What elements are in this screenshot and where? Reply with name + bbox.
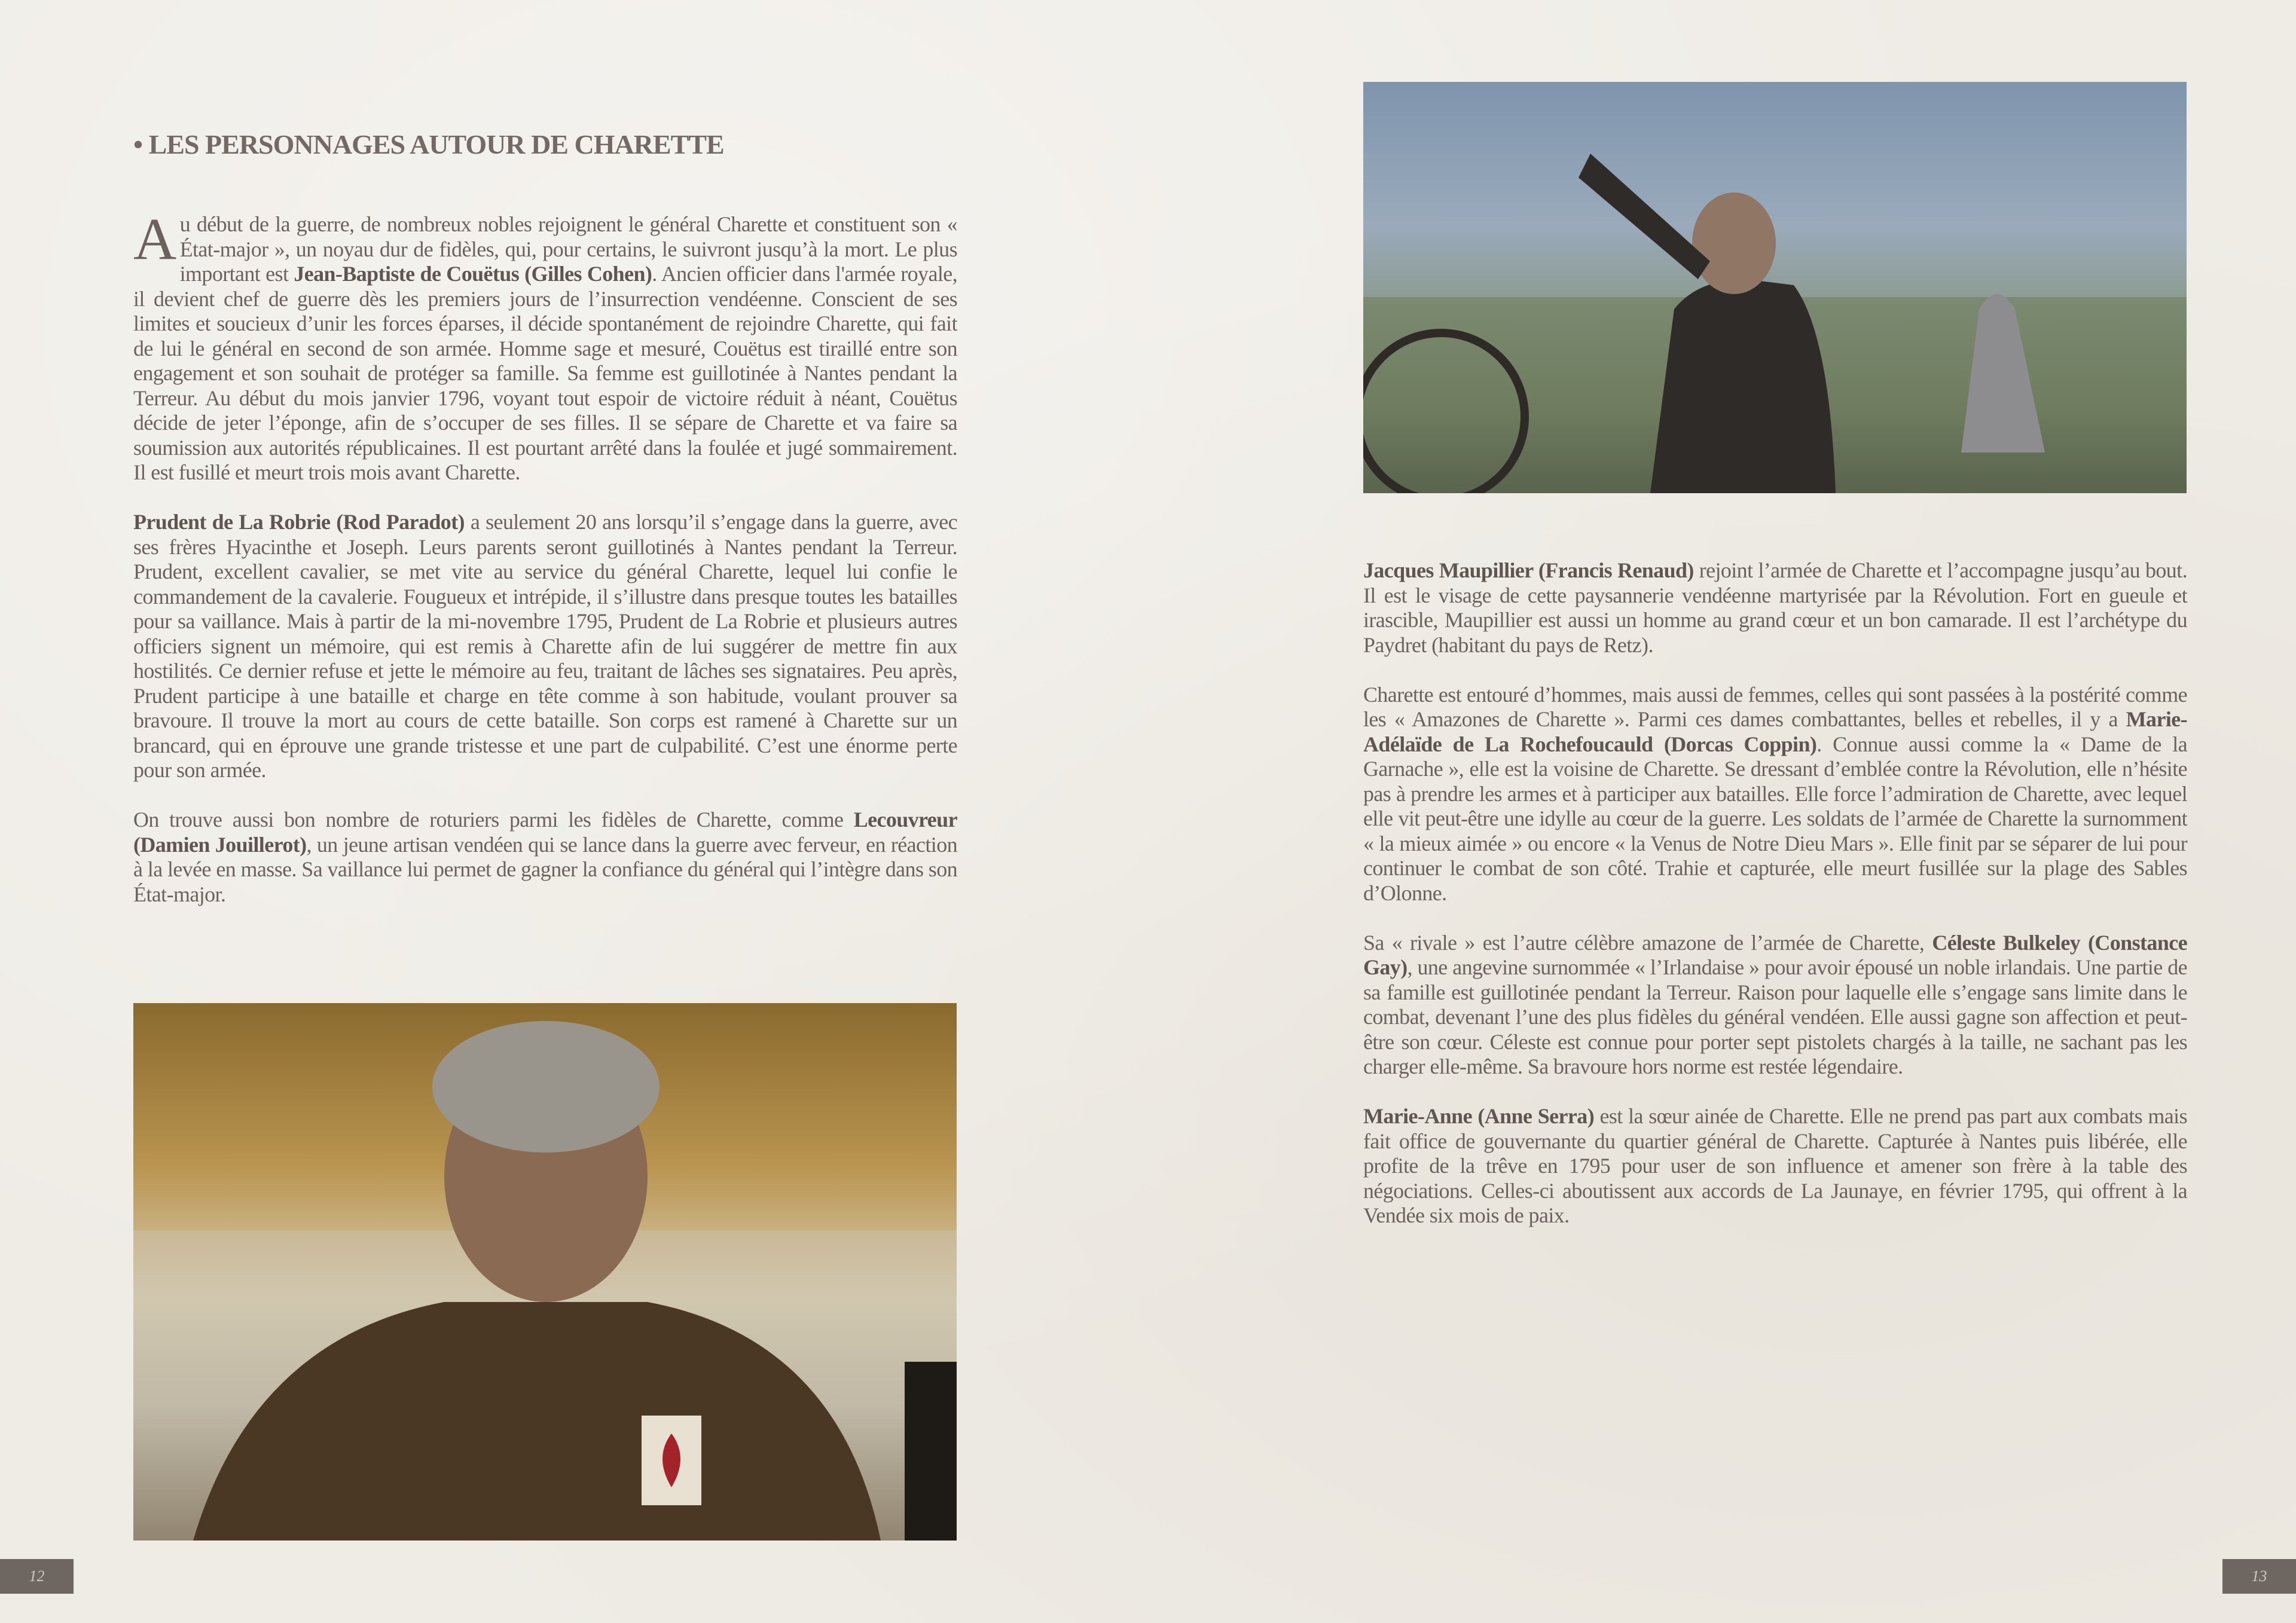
drop-cap: A	[133, 206, 176, 272]
left-column	[133, 206, 957, 932]
text: est la sœur ainée de Charette. Elle ne prend pas part aux combats mais fait office de gouvernante du quartier général de Charette. Capturée à Nantes puis libérée, elle profite de la trêve en 1795 pour user de son influence et amener son frère à la table des négociations. Celles-ci aboutissent aux accords de La Jaunaye, en février 1795, qui offrent à la Vendée six mois de paix.	[1363, 1104, 2187, 1227]
character-name: Céleste Bulkeley (Constance Gay)	[1363, 930, 2188, 979]
paragraph-lecouvreur	[133, 808, 957, 907]
character-name: Prudent de La Robrie (Rod Paradot)	[133, 510, 465, 534]
character-name: Marie-Anne (Anne Serra)	[1363, 1104, 1595, 1128]
text: , un jeune artisan vendéen qui se lance dans la guerre avec ferveur, en réaction à la levée en masse. Sa vaillance lui permet de gagner la confiance du général qui l’intègre dans son État-major.	[133, 832, 957, 906]
text: rejoint l’armée de Charette et l’accompagne jusqu’au bout. Il est le visage de cette paysannerie vendéenne martyrisée par la Révolution. Fort en gueule et irascible, Maupillier est aussi un homme au grand cœur et un bon camarade. Il est l’archétype du Paydret (habitant du pays de Retz).	[1363, 558, 2187, 657]
right-column	[1363, 558, 2187, 1253]
page-number-right: 13	[2222, 1559, 2296, 1594]
photo-man-portrait	[133, 1003, 957, 1541]
character-name: Lecouvreur (Damien Jouillerot)	[133, 808, 957, 857]
character-name: Jacques Maupillier (Francis Renaud)	[1363, 558, 1694, 582]
portrait-illustration	[133, 1003, 957, 1541]
paragraph-bulkeley	[1363, 931, 2187, 1080]
page-number-left: 12	[0, 1559, 74, 1594]
text: . Ancien officier dans l'armée royale, il devient chef de guerre dès les premiers jours de l’insurrection vendéenne. Conscient de ses limites et soucieux d’unir les forces éparses, il décide spontanément de rejoindre Charette, qui fait de lui le général en second de son armée. Homme sage et mesuré, Couëtus est tiraillé entre son engagement et son souhait de protéger sa famille. Sa femme est guillotinée à Nantes pendant la Terreur. Au début du mois janvier 1796, voyant tout espoir de victoire réduit à néant, Couëtus décide de jeter l’éponge, afin de s’occuper de ses filles. Il se sépare de Charette et va faire sa soumission aux autorités républicaines. Il est pourtant arrêté dans la foulée et jugé sommairement. Il est fusillé et meurt trois mois avant Charette.	[133, 262, 957, 484]
paragraph-rochefoucauld	[1363, 683, 2187, 906]
text: Charette est entouré d’hommes, mais aussi de femmes, celles qui sont passées à la postérité comme les « Amazones de Charette ». Parmi ces dames combattantes, belles et rebelles, il y a	[1363, 682, 2187, 731]
text: . Connue aussi comme la « Dame de la Garnache », elle est la voisine de Charette. Se dressant d’emblée contre la Révolution, elle n’hésite pas à prendre les armes et à participer aux batailles. Elle force l’admiration de Charette, avec lequel elle vit peut-être une idylle au cœur de la guerre. Les soldats de l’armée de Charette la surnomment « la mieux aimée » ou encore « la Venus de Notre Dieu Mars ». Elle finit par se séparer de lui pour continuer le combat de son côté. Trahie et capturée, elle meurt fusillée sur la plage des Sables d’Olonne.	[1363, 732, 2188, 905]
section-heading: • LES PERSONNAGES AUTOUR DE CHARETTE	[133, 129, 724, 160]
paragraph-couetus	[133, 206, 957, 485]
photo-battle-scene	[1363, 82, 2187, 493]
battle-illustration	[1363, 82, 2187, 493]
character-name: Jean-Baptiste de Couëtus (Gilles Cohen)	[294, 262, 652, 286]
paragraph-la-robrie	[133, 510, 957, 783]
text: , une angevine surnommée « l’Irlandaise » pour avoir épousé un noble irlandais. Une partie de sa famille est guillotinée pendant la Terreur. Raison pour laquelle elle s’engage sans limite dans le combat, devenant l’une des plus fidèles du général vendéen. Elle aussi gagne son affection et peut-être son cœur. Céleste est connue pour porter sept pistolets chargés à la taille, ne sachant pas les charger elle-même. Sa bravoure hors norme est restée légendaire.	[1363, 955, 2187, 1078]
text: u début de la guerre, de nombreux nobles rejoignent le général Charette et constituent son « État-major », un noyau dur de fidèles, qui, pour certains, le suivront jusqu’à la mort. Le plus important est	[179, 212, 957, 286]
text: a seulement 20 ans lorsqu’il s’engage dans la guerre, avec ses frères Hyacinthe et Joseph. Leurs parents seront guillotinés à Nantes pendant la Terreur. Prudent, excellent cavalier, se met vite au service du général Charette, lequel lui confie le commandement de la cavalerie. Fougueux et intrépide, il s’illustre dans presque toutes les batailles pour sa vaillance. Mais à partir de la mi-novembre 1795, Prudent de La Robrie et plusieurs autres officiers signent un mémoire, qui est remis à Charette afin de lui suggérer de mettre fin aux hostilités. Ce dernier refuse et jette le mémoire au feu, traitant de lâches ses signataires. Peu après, Prudent participe à une bataille et charge en tête comme à son habitude, voulant prouver sa bravoure. Il trouve la mort au cours de cette bataille. Son corps est ramené à Charette sur un brancard, qui en éprouve une grande tristesse et une part de culpabilité. C’est une énorme perte pour son armée.	[133, 510, 957, 782]
character-name: Marie-Adélaïde de La Rochefoucauld (Dorcas Coppin)	[1363, 707, 2187, 756]
text: Sa « rivale » est l’autre célèbre amazone de l’armée de Charette,	[1363, 930, 1932, 955]
text: On trouve aussi bon nombre de roturiers parmi les fidèles de Charette, comme	[133, 808, 854, 832]
paragraph-marie-anne	[1363, 1104, 2187, 1228]
paragraph-maupillier	[1363, 558, 2187, 658]
